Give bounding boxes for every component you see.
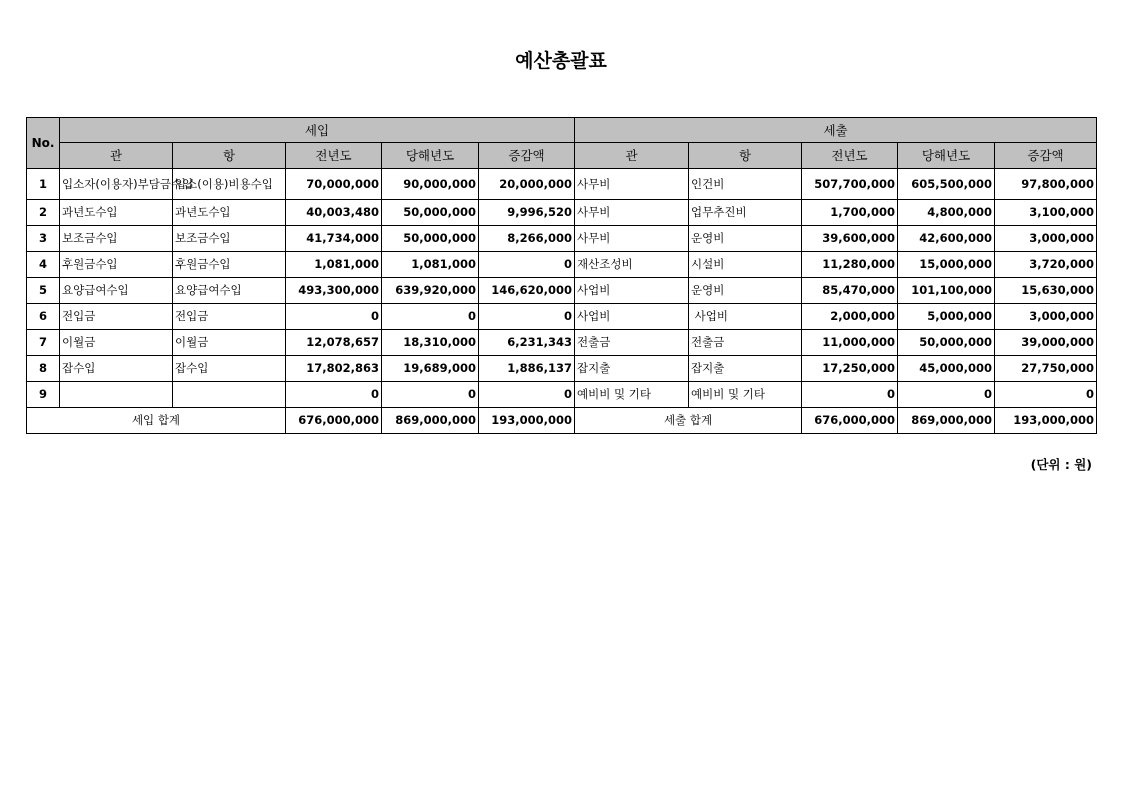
- table-row: [27, 200, 1097, 226]
- row-no: 2: [27, 200, 60, 226]
- expense-gwan: 예비비 및 기타: [575, 382, 689, 408]
- income-gwan: [60, 382, 173, 408]
- income-prev: 1,081,000: [286, 252, 382, 278]
- row-no: 9: [27, 382, 60, 408]
- header-no: No.: [27, 118, 60, 169]
- income-hang: 과년도수입: [173, 200, 286, 226]
- expense-curr: 45,000,000: [898, 356, 995, 382]
- expense-hang: 전출금: [689, 330, 802, 356]
- income-gwan: 과년도수입: [60, 200, 173, 226]
- income-prev: 40,003,480: [286, 200, 382, 226]
- unit-note: (단위 : 원): [1030, 457, 1092, 472]
- expense-curr: 50,000,000: [898, 330, 995, 356]
- expense-curr: 5,000,000: [898, 304, 995, 330]
- expense-gwan: 사무비: [575, 169, 689, 200]
- expense-prev: 11,280,000: [802, 252, 898, 278]
- income-curr: 19,689,000: [382, 356, 479, 382]
- expense-hang: 인건비: [689, 169, 802, 200]
- income-hang: 입소(이용)비용수입: [173, 169, 286, 200]
- income-curr: 90,000,000: [382, 169, 479, 200]
- income-curr: 50,000,000: [382, 200, 479, 226]
- header-income-hang: 항: [173, 143, 286, 169]
- expense-diff: 3,000,000: [995, 304, 1097, 330]
- expense-diff: 0: [995, 382, 1097, 408]
- header-expense-diff: 증감액: [995, 143, 1097, 169]
- expense-gwan: 사무비: [575, 200, 689, 226]
- expense-curr: 101,100,000: [898, 278, 995, 304]
- totals-row: [27, 408, 1097, 434]
- header-expense-prev: 전년도: [802, 143, 898, 169]
- income-prev: 41,734,000: [286, 226, 382, 252]
- expense-curr: 15,000,000: [898, 252, 995, 278]
- header-expense-gwan: 관: [575, 143, 689, 169]
- income-prev: 70,000,000: [286, 169, 382, 200]
- income-prev: 0: [286, 382, 382, 408]
- income-diff: 0: [479, 252, 575, 278]
- income-total-prev: 676,000,000: [286, 408, 382, 434]
- expense-prev: 2,000,000: [802, 304, 898, 330]
- income-curr: 50,000,000: [382, 226, 479, 252]
- expense-diff: 15,630,000: [995, 278, 1097, 304]
- budget-summary-table: [26, 117, 1097, 434]
- expense-gwan: 재산조성비: [575, 252, 689, 278]
- expense-hang: 잡지출: [689, 356, 802, 382]
- expense-total-curr: 869,000,000: [898, 408, 995, 434]
- income-prev: 17,802,863: [286, 356, 382, 382]
- income-hang: 보조금수입: [173, 226, 286, 252]
- row-no: 6: [27, 304, 60, 330]
- expense-diff: 97,800,000: [995, 169, 1097, 200]
- row-no: 7: [27, 330, 60, 356]
- expense-hang: 업무추진비: [689, 200, 802, 226]
- income-diff: 1,886,137: [479, 356, 575, 382]
- table-row: [27, 252, 1097, 278]
- header-income: 세입: [60, 118, 575, 143]
- income-gwan: 이월금: [60, 330, 173, 356]
- income-hang: 요양급여수입: [173, 278, 286, 304]
- income-gwan: 입소자(이용자)부담금수입: [60, 169, 173, 200]
- expense-total-diff: 193,000,000: [995, 408, 1097, 434]
- table-row: [27, 226, 1097, 252]
- page-title: 예산총괄표: [515, 50, 607, 72]
- expense-prev: 0: [802, 382, 898, 408]
- expense-curr: 42,600,000: [898, 226, 995, 252]
- row-no: 3: [27, 226, 60, 252]
- expense-gwan: 잡지출: [575, 356, 689, 382]
- expense-gwan: 사업비: [575, 304, 689, 330]
- income-prev: 12,078,657: [286, 330, 382, 356]
- income-hang: 잡수입: [173, 356, 286, 382]
- row-no: 4: [27, 252, 60, 278]
- row-no: 1: [27, 169, 60, 200]
- income-diff: 0: [479, 304, 575, 330]
- income-hang: 전입금: [173, 304, 286, 330]
- row-no: 5: [27, 278, 60, 304]
- table-row: [27, 356, 1097, 382]
- expense-hang: 운영비: [689, 226, 802, 252]
- table-row: [27, 304, 1097, 330]
- income-curr: 0: [382, 382, 479, 408]
- expense-diff: 39,000,000: [995, 330, 1097, 356]
- row-no: 8: [27, 356, 60, 382]
- expense-prev: 39,600,000: [802, 226, 898, 252]
- income-diff: 146,620,000: [479, 278, 575, 304]
- header-expense-curr: 당해년도: [898, 143, 995, 169]
- income-hang: [173, 382, 286, 408]
- income-curr: 0: [382, 304, 479, 330]
- expense-gwan: 전출금: [575, 330, 689, 356]
- expense-diff: 27,750,000: [995, 356, 1097, 382]
- expense-diff: 3,100,000: [995, 200, 1097, 226]
- header-income-diff: 증감액: [479, 143, 575, 169]
- table-row: [27, 278, 1097, 304]
- income-diff: 9,996,520: [479, 200, 575, 226]
- income-gwan: 후원금수입: [60, 252, 173, 278]
- expense-hang: 예비비 및 기타: [689, 382, 802, 408]
- expense-hang: 운영비: [689, 278, 802, 304]
- income-prev: 493,300,000: [286, 278, 382, 304]
- income-curr: 1,081,000: [382, 252, 479, 278]
- expense-gwan: 사무비: [575, 226, 689, 252]
- income-total-curr: 869,000,000: [382, 408, 479, 434]
- expense-prev: 85,470,000: [802, 278, 898, 304]
- expense-curr: 4,800,000: [898, 200, 995, 226]
- header-expense-hang: 항: [689, 143, 802, 169]
- header-expense: 세출: [575, 118, 1097, 143]
- expense-gwan: 사업비: [575, 278, 689, 304]
- header-income-curr: 당해년도: [382, 143, 479, 169]
- income-gwan: 요양급여수입: [60, 278, 173, 304]
- expense-prev: 507,700,000: [802, 169, 898, 200]
- income-hang: 후원금수입: [173, 252, 286, 278]
- table-row: [27, 382, 1097, 408]
- table-row: [27, 169, 1097, 200]
- expense-prev: 17,250,000: [802, 356, 898, 382]
- header-income-gwan: 관: [60, 143, 173, 169]
- expense-curr: 605,500,000: [898, 169, 995, 200]
- income-diff: 20,000,000: [479, 169, 575, 200]
- income-total-label: 세입 합계: [27, 408, 286, 434]
- income-gwan: 보조금수입: [60, 226, 173, 252]
- expense-total-prev: 676,000,000: [802, 408, 898, 434]
- expense-diff: 3,720,000: [995, 252, 1097, 278]
- income-total-diff: 193,000,000: [479, 408, 575, 434]
- expense-total-label: 세출 합계: [575, 408, 802, 434]
- table-row: [27, 330, 1097, 356]
- income-hang: 이월금: [173, 330, 286, 356]
- expense-diff: 3,000,000: [995, 226, 1097, 252]
- income-gwan: 잡수입: [60, 356, 173, 382]
- income-curr: 639,920,000: [382, 278, 479, 304]
- expense-hang: 시설비: [689, 252, 802, 278]
- expense-prev: 1,700,000: [802, 200, 898, 226]
- header-income-prev: 전년도: [286, 143, 382, 169]
- expense-prev: 11,000,000: [802, 330, 898, 356]
- income-diff: 6,231,343: [479, 330, 575, 356]
- income-prev: 0: [286, 304, 382, 330]
- income-diff: 0: [479, 382, 575, 408]
- expense-hang: 사업비: [689, 304, 802, 330]
- expense-curr: 0: [898, 382, 995, 408]
- income-diff: 8,266,000: [479, 226, 575, 252]
- income-curr: 18,310,000: [382, 330, 479, 356]
- income-gwan: 전입금: [60, 304, 173, 330]
